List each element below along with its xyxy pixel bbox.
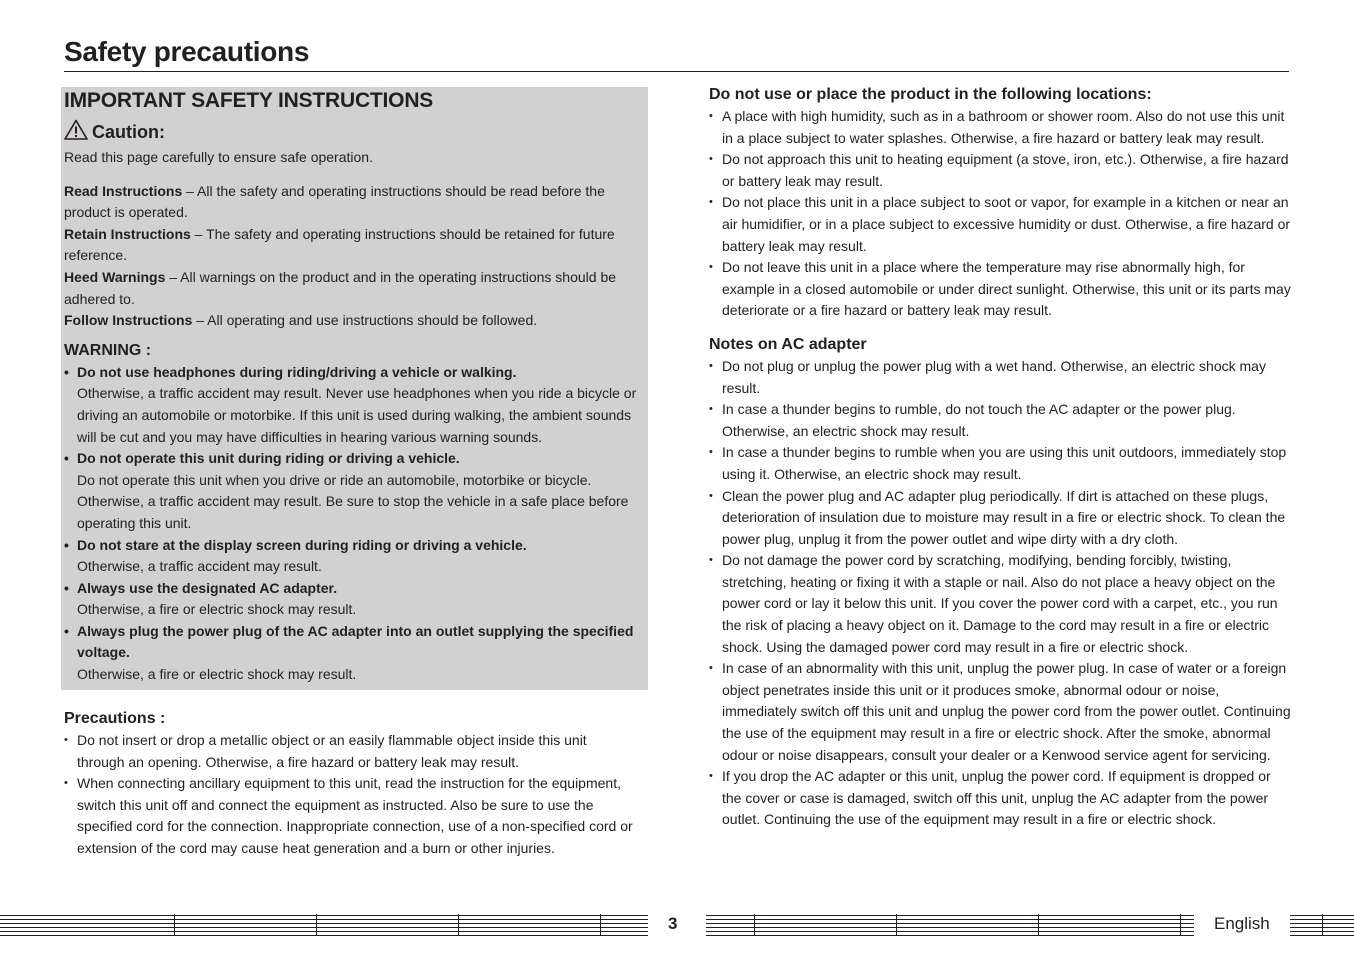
definition-term: Retain Instructions	[64, 225, 191, 242]
list-item: • In case a thunder begins to rumble, do not touch the AC adapter or the power plug. Otherwise, an electric shock may result.	[709, 399, 1291, 442]
list-item: • In case of an abnormality with this unit, unplug the power plug. In case of water or a foreign object penetrates inside this unit or it produces smoke, abnormal odour or noise, immediately switch off this unit and unplug the power cord from the power outlet. Continuing the use of the equipment may result in a fire or electric shock. After the smoke, abnormal odour or noise disappears, consult your dealer or a Kenwood service agent for servicing.	[709, 658, 1291, 766]
important-heading: IMPORTANT SAFETY INSTRUCTIONS	[64, 89, 434, 112]
list-item: • When connecting ancillary equipment to this unit, read the instruction for the equipment, switch this unit off and connect the equipment as instructed. Also be sure to use the specified cord for the connection. Inappropriate connection, use of a non-specified cord or extension of the cord may cause heat generation and a burn or other injuries.	[64, 773, 634, 859]
definition-text: – All warnings on the product and in the operating instructions should be adhered to.	[64, 268, 617, 307]
list-item: • If you drop the AC adapter or this unit, unplug the power cord. If equipment is dropped or the cover or case is damaged, switch off this unit, unplug the AC adapter from the power outlet. Continuing the use of the equipment may result in a fire or electric shock.	[709, 766, 1291, 831]
definition-text: – All operating and use instructions should be followed.	[192, 312, 538, 329]
warning-title: • Do not stare at the display screen during riding or driving a vehicle.	[77, 536, 527, 553]
warning-detail: Otherwise, a traffic accident may result.	[77, 558, 322, 575]
warning-title: • Do not operate this unit during riding or driving a vehicle.	[77, 450, 460, 467]
list-item: • Clean the power plug and AC adapter plug periodically. If dirt is attached on these plugs, deterioration of insulation due to moisture may result in a fire or electric shock. To clean the power plug, unplug it from the power outlet and wipe dirty with a dry cloth.	[709, 486, 1291, 551]
locations-list	[709, 106, 1291, 322]
language-label: English	[1214, 914, 1270, 933]
page-number: 3	[668, 914, 678, 933]
locations-heading: Do not use or place the product in the following locations:	[709, 86, 1152, 103]
warning-detail: Otherwise, a traffic accident may result. Never use headphones when you ride a bicycle or driving an automobile or motorbike. If this unit is used during walking, the ambient sounds will be cut and you may have difficulties in hearing various warning sounds.	[77, 385, 637, 445]
precautions-heading: Precautions :	[64, 710, 166, 727]
precautions-list	[64, 730, 634, 860]
caution-lead: Read this page carefully to ensure safe operation.	[64, 149, 373, 165]
warning-detail: Otherwise, a fire or electric shock may result.	[77, 601, 357, 618]
definition-term: Heed Warnings	[64, 268, 166, 285]
warning-item	[64, 621, 644, 686]
warning-item	[64, 362, 644, 448]
list-item: • In case a thunder begins to rumble when you are using this unit outdoors, immediately stop using it. Otherwise, an electric shock may result.	[709, 442, 1291, 485]
definition-text: – The safety and operating instructions should be retained for future reference.	[64, 225, 615, 264]
list-item: • A place with high humidity, such as in a bathroom or shower room. Also do not use this unit in a place subject to water splashes. Otherwise, a fire hazard or battery leak may result.	[709, 106, 1291, 149]
ac-adapter-heading: Notes on AC adapter	[709, 335, 867, 353]
instructions-definitions	[64, 181, 644, 332]
instruction-definition	[64, 267, 644, 310]
definition-term: Follow Instructions	[64, 312, 193, 329]
warning-item	[64, 448, 644, 534]
footer-rule-right	[1290, 914, 1354, 936]
list-item: • Do not damage the power cord by scratching, modifying, bending forcibly, twisting, stretching, heating or fixing it with a staple or nail. Also do not place a heavy object on the power cord or lay it below this unit. If you cover the power cord with a carpet, etc., you run the risk of placing a heavy object on it. Damage to the cord may result in a fire or electric shock. Using the damaged power cord may result in a fire or electric shock.	[709, 550, 1291, 658]
instruction-definition	[64, 224, 644, 267]
important-instructions-content	[64, 87, 644, 686]
definition-term: Read Instructions	[64, 182, 183, 199]
list-item: • Do not plug or unplug the power plug with a wet hand. Otherwise, an electric shock may result.	[709, 356, 1291, 399]
list-item: • Do not insert or drop a metallic object or an easily flammable object inside this unit through an opening. Otherwise, a fire hazard or battery leak may result.	[64, 730, 634, 773]
list-item: • Do not place this unit in a place subject to soot or vapor, for example in a kitchen or near an air humidifier, or in a place subject to excessive humidity or dust. Otherwise, a fire hazard or battery leak may result.	[709, 192, 1291, 257]
definition-text: – All the safety and operating instructions should be read before the product is operated.	[64, 182, 605, 221]
warning-triangle-icon	[64, 119, 92, 145]
right-column	[709, 86, 1291, 831]
title-rule	[64, 71, 1289, 72]
warning-title: • Always plug the power plug of the AC adapter into an outlet supplying the specified voltage.	[77, 622, 634, 661]
warning-item	[64, 578, 644, 621]
page-title: Safety precautions	[64, 36, 310, 67]
footer-rule-left	[0, 914, 648, 936]
warning-title: • Always use the designated AC adapter.	[77, 579, 338, 596]
instruction-definition	[64, 181, 644, 224]
warning-title: • Do not use headphones during riding/driving a vehicle or walking.	[77, 363, 517, 380]
ac-adapter-list	[709, 356, 1291, 831]
warning-list	[64, 362, 644, 686]
list-item: • Do not approach this unit to heating equipment (a stove, iron, etc.). Otherwise, a fire hazard or battery leak may result.	[709, 149, 1291, 192]
list-item: • Do not leave this unit in a place where the temperature may rise abnormally high, for example in a closed automobile or under direct sunlight. Otherwise, this unit or its parts may deteriorate or a fire hazard or battery leak may result.	[709, 257, 1291, 322]
warning-detail: Do not operate this unit when you drive or ride an automobile, motorbike or bicycle. Otherwise, a traffic accident may result. Be sure to stop the vehicle in a safe place before operating this unit.	[77, 471, 629, 531]
caution-heading: Caution:	[92, 121, 165, 142]
warning-item	[64, 535, 644, 578]
instruction-definition	[64, 310, 644, 332]
footer-rule-middle	[706, 914, 1194, 936]
warning-heading: WARNING :	[64, 341, 152, 359]
precautions-section	[64, 700, 634, 860]
caution-row	[64, 119, 644, 145]
warning-detail: Otherwise, a fire or electric shock may result.	[77, 666, 357, 683]
